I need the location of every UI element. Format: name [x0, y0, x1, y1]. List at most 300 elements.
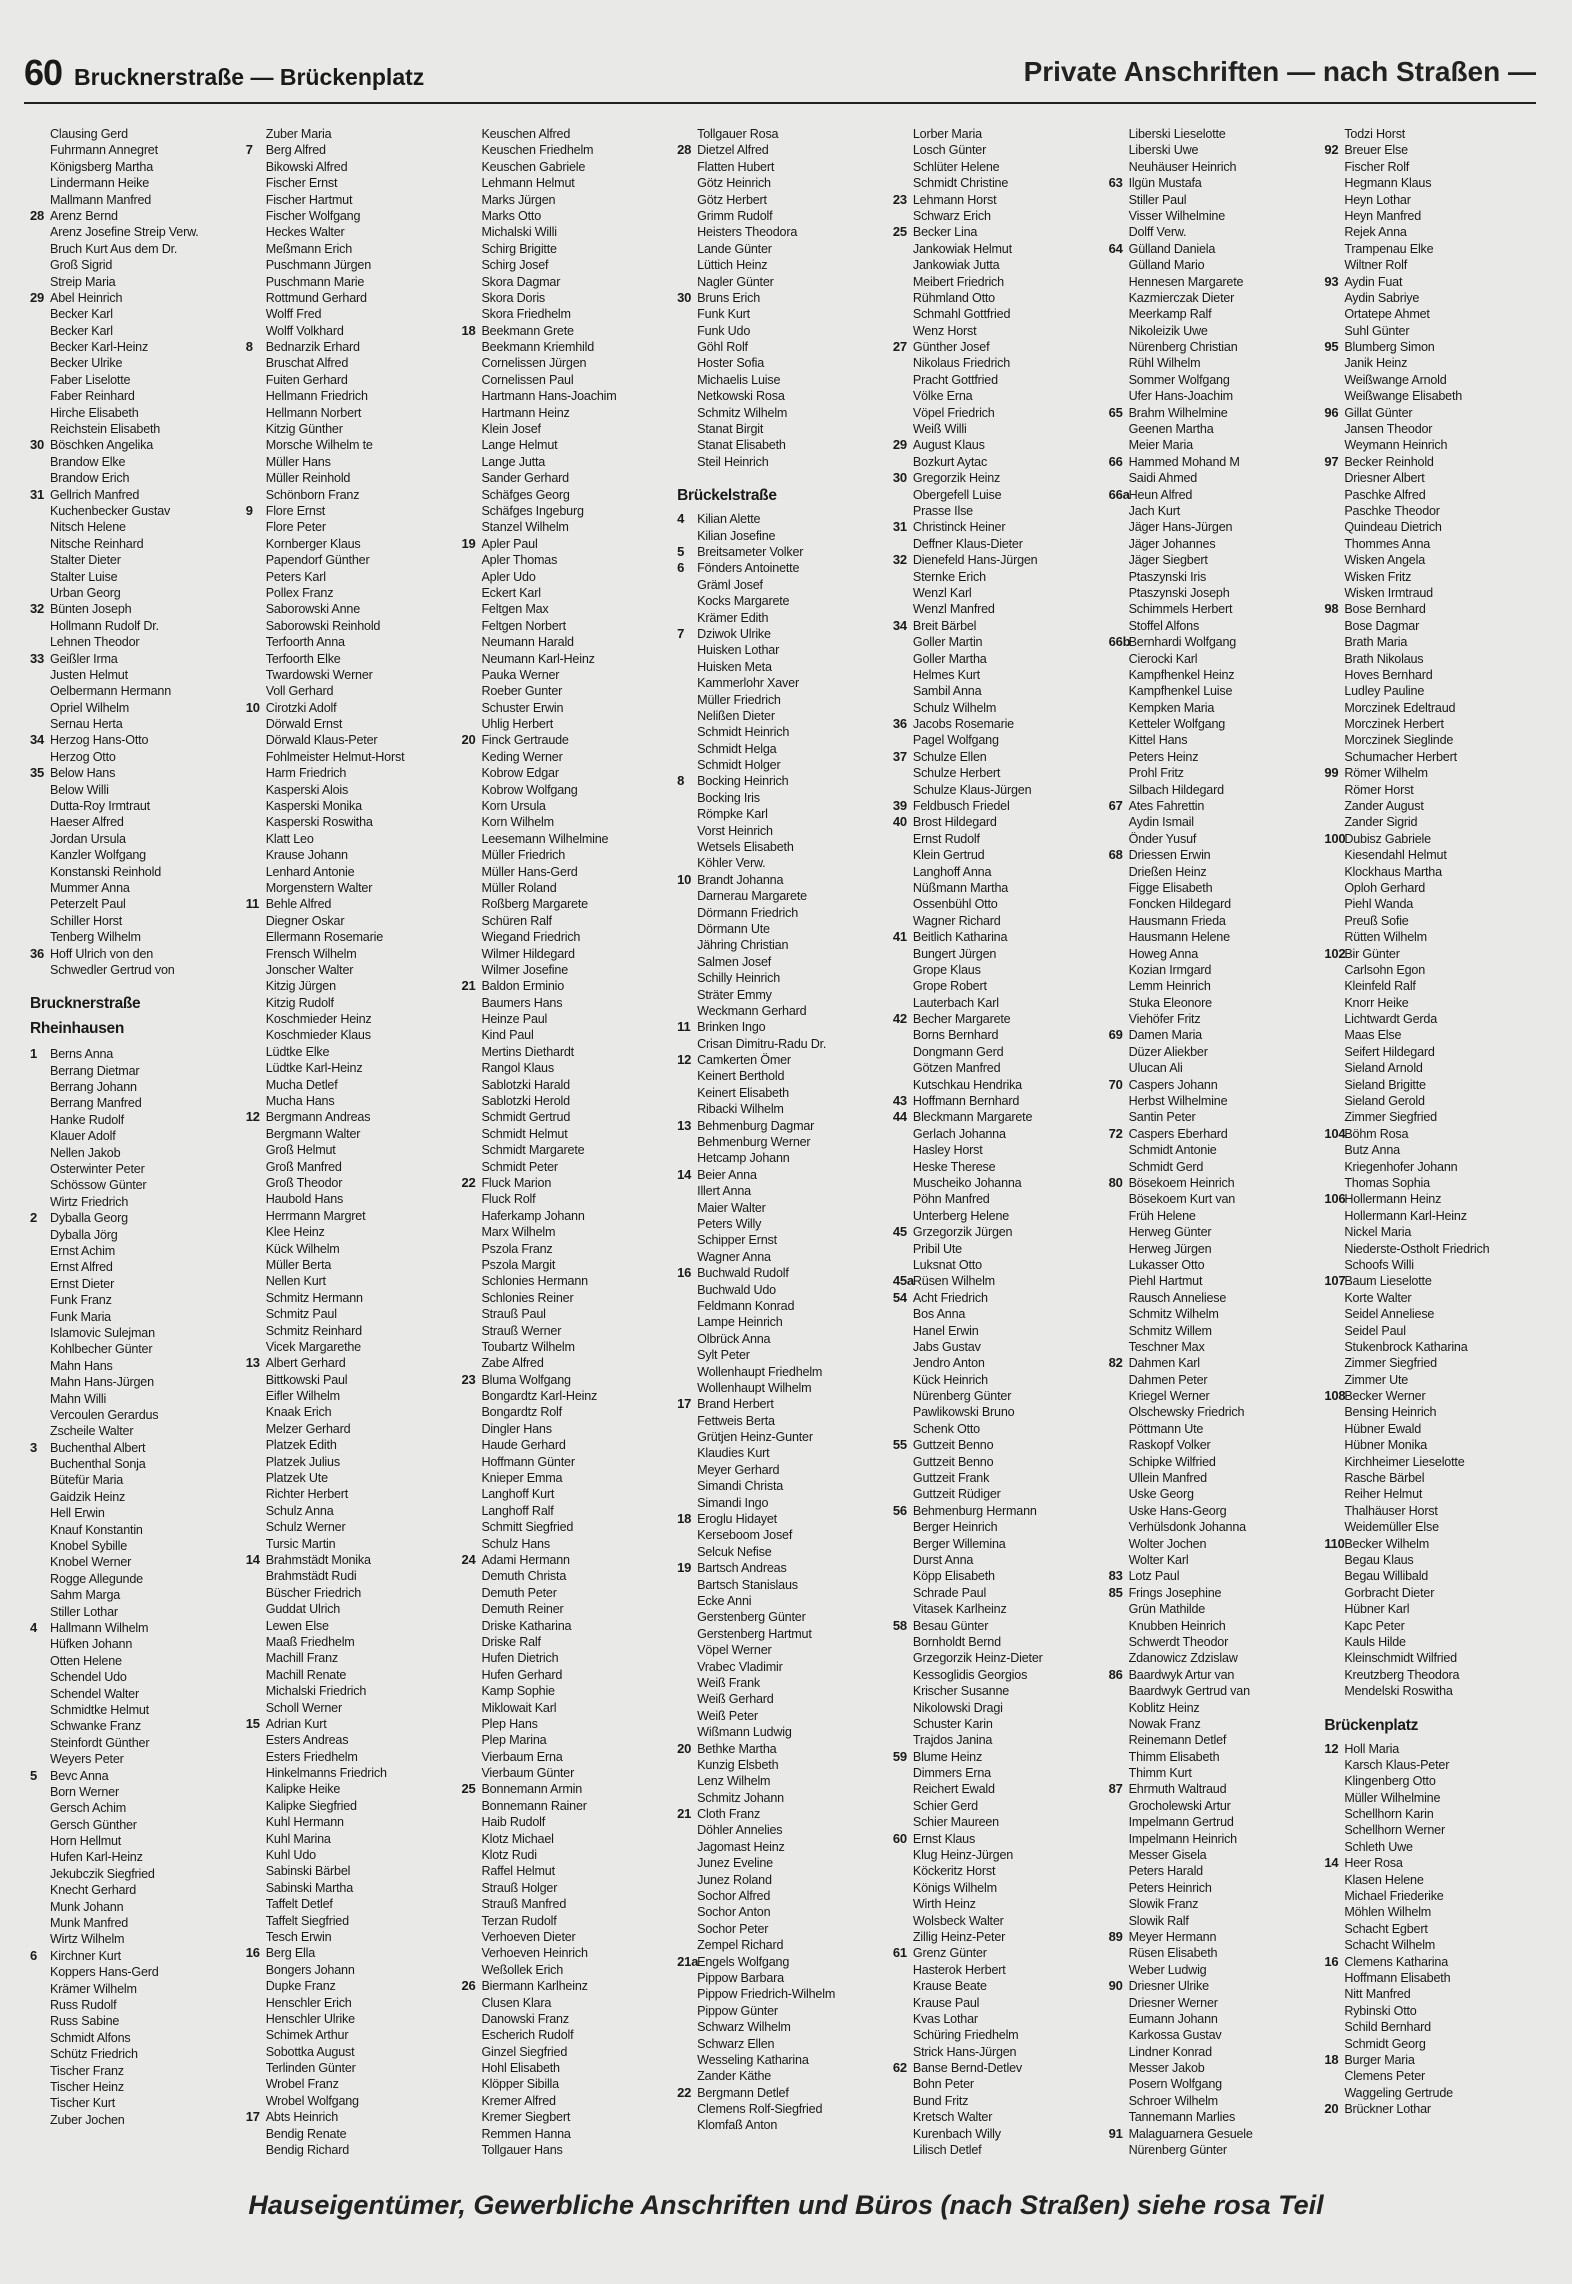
resident-entry: [1324, 585, 1540, 601]
resident-entry: [893, 519, 1109, 535]
resident-entry: [1324, 1888, 1540, 1904]
resident-name: Huisken Lothar: [697, 643, 780, 658]
resident-name: Kirchheimer Lieselotte: [1344, 1454, 1465, 1469]
resident-entry: [893, 1323, 1109, 1339]
resident-name: Ketteler Wolfgang: [1128, 717, 1226, 732]
resident-entry: [677, 1626, 893, 1642]
resident-name: Wißmann Ludwig: [697, 1725, 792, 1740]
house-number: 11: [677, 1019, 691, 1035]
resident-entry: [1109, 962, 1325, 978]
resident-entry: [246, 552, 462, 568]
resident-entry: [677, 708, 893, 724]
resident-name: Burger Maria: [1344, 2052, 1415, 2067]
resident-name: Geenen Martha: [1128, 422, 1214, 437]
resident-entry: [1109, 503, 1325, 519]
resident-name: Kasperski Alois: [265, 782, 349, 797]
resident-entry: [1109, 1077, 1325, 1093]
house-number: 70: [1108, 1076, 1123, 1092]
resident-entry: [246, 1208, 462, 1224]
resident-name: Terzan Rudolf: [481, 1913, 557, 1928]
resident-name: Reinemann Detlef: [1128, 1733, 1227, 1748]
resident-name: Brückner Lothar: [1344, 2102, 1431, 2117]
house-number: 18: [677, 1511, 692, 1527]
resident-name: Kasperski Monika: [265, 799, 362, 814]
resident-entry: [1109, 536, 1325, 552]
house-number: 6: [677, 560, 685, 576]
resident-name: Dienefeld Hans-Jürgen: [912, 553, 1038, 568]
resident-entry: [30, 1948, 246, 1964]
resident-entry: [893, 372, 1109, 388]
resident-name: Bednarzik Erhard: [265, 340, 360, 355]
house-number: 80: [1108, 1175, 1123, 1190]
resident-name: Beekmann Grete: [481, 323, 574, 338]
resident-entry: [246, 1831, 462, 1847]
resident-name: Brand Herbert: [697, 1397, 774, 1412]
resident-entry: [677, 437, 893, 453]
street-range-title: Brucknerstraße — Brückenplatz: [74, 64, 425, 90]
resident-name: Klee Heinz: [265, 1225, 325, 1240]
house-number: 34: [892, 617, 907, 633]
resident-name: Driesner Werner: [1128, 1995, 1218, 2010]
resident-name: Krause Beate: [912, 1979, 987, 1994]
resident-entry: [893, 1404, 1109, 1420]
resident-entry: [30, 749, 246, 765]
resident-entry: [461, 946, 677, 962]
resident-name: Hoves Bernhard: [1344, 667, 1433, 682]
resident-name: Schlonies Reiner: [481, 1290, 574, 1305]
resident-name: Figge Elisabeth: [1128, 880, 1213, 895]
resident-name: Leesemann Wilhelmine: [481, 831, 609, 846]
resident-entry: [1109, 1044, 1325, 1060]
resident-name: Schmidt Gerd: [1128, 1159, 1204, 1174]
resident-entry: [461, 1995, 677, 2011]
resident-name: Köhler Verw.: [697, 856, 766, 871]
resident-entry: [461, 1454, 677, 1470]
resident-entry: [677, 1216, 893, 1232]
resident-name: Kapc Peter: [1344, 1618, 1405, 1633]
resident-name: Tenberg Wilhelm: [50, 930, 141, 945]
resident-entry: [30, 1669, 246, 1685]
resident-name: Korte Walter: [1344, 1290, 1412, 1305]
resident-name: Plep Hans: [481, 1716, 538, 1731]
resident-name: Illert Anna: [697, 1184, 751, 1199]
resident-entry: [893, 1913, 1109, 1929]
resident-entry: [1324, 1437, 1540, 1453]
resident-name: Heyn Lothar: [1344, 192, 1411, 207]
house-number: 96: [1324, 404, 1339, 420]
resident-entry: [893, 405, 1109, 421]
resident-name: Behmenburg Dagmar: [697, 1118, 815, 1133]
resident-name: Ates Fahrettin: [1128, 799, 1205, 814]
resident-entry: [246, 1683, 462, 1699]
resident-entry: [246, 1552, 462, 1568]
house-number: 18: [1324, 2051, 1339, 2067]
resident-name: Becker Lina: [912, 225, 978, 240]
resident-name: Weiß Willi: [912, 422, 967, 437]
resident-name: Ginzel Siegfried: [481, 2044, 568, 2059]
resident-name: Uske Georg: [1128, 1487, 1194, 1502]
resident-entry: [1324, 1044, 1540, 1060]
resident-name: Gerlach Johanna: [912, 1126, 1006, 1141]
resident-entry: [1109, 2126, 1325, 2142]
resident-name: Sobottka August: [265, 2044, 355, 2059]
resident-name: Karkossa Gustav: [1128, 2028, 1222, 2043]
resident-entry: [246, 1372, 462, 1388]
resident-name: Klotz Michael: [481, 1831, 554, 1846]
resident-name: Adami Hermann: [481, 1552, 570, 1567]
resident-name: Hüfken Johann: [50, 1637, 133, 1652]
resident-name: Hoff Ulrich von den: [50, 946, 154, 961]
resident-name: Langhoff Kurt: [481, 1487, 555, 1502]
resident-name: Sieland Arnold: [1344, 1061, 1423, 1076]
resident-entry: [246, 995, 462, 1011]
resident-name: Losch Günter: [912, 143, 987, 158]
resident-entry: [30, 1817, 246, 1833]
resident-entry: [1324, 421, 1540, 437]
resident-entry: [246, 1962, 462, 1978]
resident-name: Keinert Berthold: [697, 1069, 785, 1084]
resident-name: Feltgen Max: [481, 602, 549, 617]
resident-entry: [893, 1683, 1109, 1699]
resident-entry: [677, 1085, 893, 1101]
resident-entry: [677, 1822, 893, 1838]
resident-entry: [461, 126, 677, 142]
resident-entry: [677, 1839, 893, 1855]
resident-name: Pippow Barbara: [697, 1970, 784, 1985]
resident-name: Reichstein Elisabeth: [50, 422, 161, 437]
resident-name: Pribil Ute: [912, 1241, 962, 1256]
resident-name: Rottmund Gerhard: [265, 290, 367, 305]
resident-name: Bünten Joseph: [50, 602, 132, 617]
resident-entry: [30, 1440, 246, 1456]
resident-name: Klug Heinz-Jürgen: [912, 1848, 1014, 1863]
resident-name: Malaguarnera Gesuele: [1128, 2126, 1253, 2141]
resident-entry: [461, 192, 677, 208]
resident-name: Klauer Adolf: [50, 1129, 116, 1144]
resident-entry: [1109, 2076, 1325, 2092]
resident-entry: [246, 716, 462, 732]
resident-entry: [246, 732, 462, 748]
resident-entry: [461, 618, 677, 634]
resident-name: Hufen Gerhard: [481, 1667, 563, 1682]
house-number: 31: [30, 486, 45, 502]
resident-name: Hartmann Heinz: [481, 405, 570, 420]
resident-name: Bergmann Walter: [265, 1126, 361, 1141]
resident-entry: [246, 1732, 462, 1748]
resident-name: Groß Theodor: [265, 1176, 343, 1190]
resident-name: Becker Wilhelm: [1344, 1536, 1429, 1551]
resident-entry: [30, 1686, 246, 1702]
resident-entry: [893, 962, 1109, 978]
resident-name: Russ Rudolf: [50, 1997, 117, 2012]
resident-name: Römpke Karl: [697, 807, 768, 822]
resident-name: Koblitz Heinz: [1128, 1700, 1200, 1715]
resident-name: Silbach Hildegard: [1128, 782, 1224, 797]
resident-name: Otten Helene: [50, 1653, 122, 1668]
resident-entry: [1109, 913, 1325, 929]
resident-entry: [1109, 1601, 1325, 1617]
resident-entry: [30, 1079, 246, 1095]
resident-entry: [677, 1741, 893, 1757]
resident-entry: [1324, 1601, 1540, 1617]
resident-name: Klingenberg Otto: [1344, 1774, 1436, 1789]
house-number: 61: [892, 1945, 907, 1961]
resident-name: Ernst Achim: [50, 1244, 115, 1258]
house-number: 54: [892, 1289, 907, 1305]
resident-entry: [893, 224, 1109, 240]
resident-entry: [461, 1060, 677, 1076]
resident-entry: [893, 814, 1109, 830]
resident-name: Miklowait Karl: [481, 1700, 557, 1715]
resident-entry: [893, 847, 1109, 863]
resident-name: Hohl Elisabeth: [481, 2061, 560, 2076]
resident-entry: [677, 1183, 893, 1199]
resident-entry: [461, 634, 677, 650]
resident-entry: [893, 1421, 1109, 1437]
resident-entry: [461, 1650, 677, 1666]
resident-name: Schmidt Gertrud: [481, 1110, 571, 1125]
resident-name: Behmenburg Hermann: [912, 1503, 1037, 1518]
resident-name: Olbrück Anna: [697, 1331, 771, 1346]
resident-name: Jabs Gustav: [912, 1339, 981, 1354]
resident-name: Schipper Ernst: [697, 1233, 777, 1248]
resident-name: Dingler Hans: [481, 1421, 552, 1436]
resident-name: Zimmer Siegfried: [1344, 1356, 1437, 1371]
resident-name: Brahmstädt Rudi: [265, 1569, 357, 1584]
resident-name: Demuth Reiner: [481, 1602, 564, 1617]
resident-entry: [1324, 995, 1540, 1011]
resident-entry: [1109, 159, 1325, 175]
resident-name: Faber Liselotte: [50, 372, 131, 387]
resident-name: Krischer Susanne: [912, 1684, 1010, 1699]
resident-entry: [1324, 749, 1540, 765]
resident-entry: [1109, 421, 1325, 437]
resident-entry: [30, 1391, 246, 1407]
resident-entry: [893, 1847, 1109, 1863]
resident-name: Durst Anna: [912, 1552, 974, 1567]
resident-entry: [461, 388, 677, 404]
resident-name: Nellen Jakob: [50, 1145, 121, 1160]
resident-entry: [246, 700, 462, 716]
resident-name: Lehnen Theodor: [50, 635, 140, 650]
resident-name: Koschmieder Klaus: [265, 1028, 371, 1043]
resident-entry: [1109, 585, 1325, 601]
house-number: 32: [892, 552, 907, 568]
resident-entry: [1324, 1790, 1540, 1806]
resident-name: Stalter Luise: [50, 569, 118, 584]
resident-name: Hübner Ewald: [1344, 1421, 1422, 1436]
resident-name: Schmidt Christine: [912, 176, 1009, 191]
resident-entry: [461, 880, 677, 896]
resident-name: Fluck Rolf: [481, 1192, 536, 1207]
resident-entry: [461, 732, 677, 748]
resident-name: Gillat Günter: [1344, 405, 1413, 420]
resident-entry: [461, 1765, 677, 1781]
resident-name: Apler Paul: [481, 536, 538, 551]
resident-entry: [893, 175, 1109, 191]
resident-entry: [893, 274, 1109, 290]
house-number: 90: [1108, 1978, 1123, 1994]
resident-entry: [246, 1044, 462, 1060]
resident-name: Hallmann Wilhelm: [50, 1620, 149, 1635]
resident-name: Verhoeven Dieter: [481, 1929, 576, 1944]
resident-entry: [677, 2085, 893, 2101]
resident-entry: [461, 1863, 677, 1879]
resident-entry: [677, 560, 893, 576]
resident-entry: [677, 421, 893, 437]
resident-name: Wagner Richard: [912, 913, 1001, 928]
resident-name: Sochor Alfred: [697, 1889, 771, 1904]
resident-entry: [677, 1675, 893, 1691]
resident-entry: [461, 1519, 677, 1535]
resident-name: Wilmer Hildegard: [481, 946, 575, 961]
resident-name: Todzi Horst: [1344, 127, 1406, 141]
resident-entry: [461, 454, 677, 470]
resident-name: Müller Roland: [481, 880, 557, 895]
house-number: 58: [892, 1617, 907, 1633]
resident-entry: [677, 126, 893, 142]
resident-entry: [461, 1536, 677, 1552]
resident-entry: [1109, 1470, 1325, 1486]
resident-entry: [461, 1421, 677, 1437]
resident-name: Bose Bernhard: [1344, 602, 1426, 617]
resident-name: Raffel Helmut: [481, 1864, 555, 1879]
resident-entry: [246, 1339, 462, 1355]
directory-column: [461, 126, 677, 2166]
resident-name: Kretsch Walter: [912, 2110, 993, 2125]
resident-entry: [677, 675, 893, 691]
resident-name: Richter Herbert: [265, 1487, 349, 1502]
resident-entry: [1109, 732, 1325, 748]
resident-entry: [1109, 224, 1325, 240]
resident-entry: [30, 274, 246, 290]
resident-name: Schwanke Franz: [50, 1719, 141, 1734]
resident-entry: [461, 962, 677, 978]
resident-entry: [893, 1126, 1109, 1142]
resident-entry: [461, 1831, 677, 1847]
resident-name: Bendig Renate: [265, 2126, 347, 2141]
resident-name: Böhm Rosa: [1344, 1126, 1409, 1141]
resident-entry: [1324, 1241, 1540, 1257]
resident-name: Müller Hans-Gerd: [481, 864, 578, 879]
resident-name: Esters Friedhelm: [265, 1749, 358, 1764]
directory-columns: [30, 126, 1540, 2166]
resident-name: Pippow Friedrich-Wilhelm: [697, 1987, 836, 2002]
resident-name: Schäfges Georg: [481, 487, 570, 502]
resident-entry: [1324, 1142, 1540, 1158]
resident-name: Wenzl Manfred: [912, 602, 995, 617]
resident-name: Hübner Monika: [1344, 1438, 1428, 1453]
resident-name: Arenz Josefine Streip Verw.: [50, 225, 199, 240]
resident-entry: [893, 126, 1109, 142]
resident-name: Bleckmann Margarete: [912, 1110, 1033, 1125]
house-number: 59: [892, 1748, 907, 1764]
resident-name: Schuster Erwin: [481, 700, 564, 715]
resident-entry: [1109, 372, 1325, 388]
resident-entry: [1109, 814, 1325, 830]
resident-name: Jankowiak Jutta: [912, 258, 1000, 273]
resident-name: Maier Walter: [697, 1200, 766, 1215]
resident-entry: [1324, 1060, 1540, 1076]
resident-name: Mahn Willi: [50, 1391, 107, 1406]
resident-entry: [461, 601, 677, 617]
resident-entry: [1324, 355, 1540, 371]
resident-name: Ufer Hans-Joachim: [1128, 389, 1233, 404]
resident-entry: [1109, 1404, 1325, 1420]
resident-entry: [1324, 1667, 1540, 1683]
resident-name: Frensch Wilhelm: [265, 946, 357, 961]
resident-name: Bornholdt Bernd: [912, 1634, 1001, 1649]
resident-entry: [30, 913, 246, 929]
resident-entry: [677, 1232, 893, 1248]
resident-entry: [246, 765, 462, 781]
resident-entry: [893, 1749, 1109, 1765]
resident-entry: [1109, 1765, 1325, 1781]
resident-entry: [893, 503, 1109, 519]
resident-entry: [30, 536, 246, 552]
resident-entry: [461, 175, 677, 191]
resident-entry: [677, 773, 893, 789]
resident-name: Bund Fritz: [912, 2093, 969, 2108]
resident-entry: [1324, 1806, 1540, 1822]
resident-entry: [1109, 2060, 1325, 2076]
house-number: 4: [30, 1619, 38, 1635]
resident-entry: [461, 1404, 677, 1420]
resident-entry: [30, 929, 246, 945]
resident-entry: [1109, 1175, 1325, 1191]
resident-entry: [1109, 1257, 1325, 1273]
resident-name: Guttzeit Frank: [912, 1471, 990, 1486]
resident-entry: [677, 1937, 893, 1953]
house-number: 19: [461, 535, 476, 551]
resident-entry: [893, 1618, 1109, 1634]
resident-entry: [677, 806, 893, 822]
resident-name: Böschken Angelika: [50, 438, 154, 453]
resident-entry: [1109, 2011, 1325, 2027]
resident-name: Clemens Peter: [1344, 2069, 1426, 2084]
resident-name: Flore Peter: [265, 520, 326, 535]
resident-entry: [461, 651, 677, 667]
resident-entry: [461, 1618, 677, 1634]
resident-entry: [461, 1306, 677, 1322]
resident-name: Lüttich Heinz: [697, 258, 768, 273]
resident-name: Olschewsky Friedrich: [1128, 1405, 1245, 1420]
resident-entry: [461, 765, 677, 781]
street-heading: Brucknerstraße: [30, 995, 141, 1013]
resident-entry: [1109, 1519, 1325, 1535]
resident-entry: [246, 175, 462, 191]
resident-entry: [1109, 1126, 1325, 1142]
resident-name: Heer Rosa: [1344, 1856, 1403, 1871]
resident-name: Fischer Ernst: [265, 176, 338, 191]
resident-entry: [1109, 1863, 1325, 1879]
resident-entry: [461, 913, 677, 929]
resident-entry: [893, 1945, 1109, 1961]
resident-entry: [30, 192, 246, 208]
resident-name: Düzer Aliekber: [1128, 1044, 1208, 1059]
resident-name: Steil Heinrich: [697, 454, 769, 469]
resident-entry: [30, 339, 246, 355]
resident-name: Guddat Ulrich: [265, 1602, 341, 1617]
house-number: 30: [677, 289, 692, 305]
resident-name: Suhl Günter: [1344, 323, 1410, 338]
resident-entry: [246, 962, 462, 978]
resident-entry: [677, 1314, 893, 1330]
resident-entry: [893, 1880, 1109, 1896]
house-number: 14: [677, 1166, 692, 1182]
resident-entry: [1109, 1962, 1325, 1978]
resident-name: Seidel Anneliese: [1344, 1307, 1435, 1322]
